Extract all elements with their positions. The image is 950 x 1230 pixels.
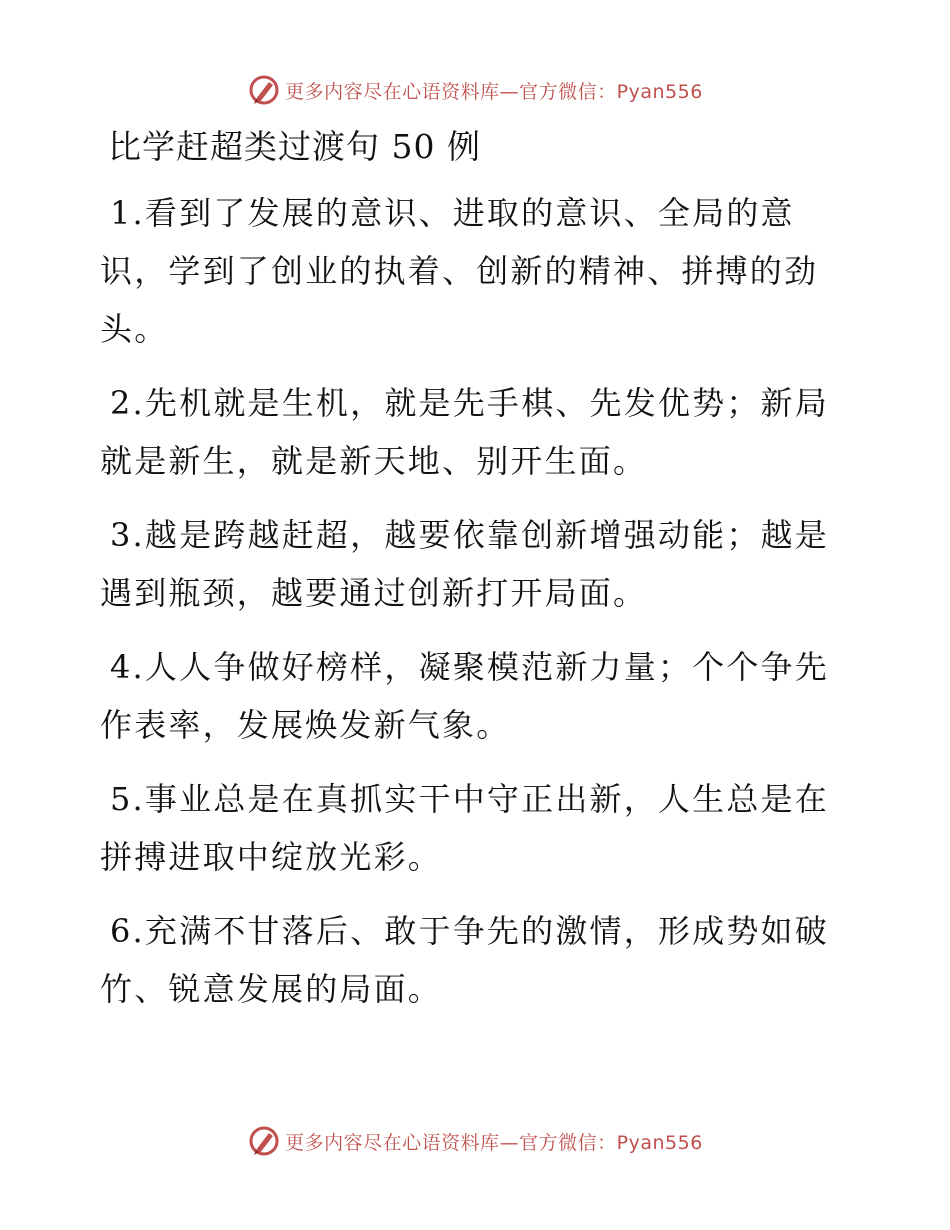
watermark-footer [0, 1121, 950, 1161]
document-title: 比学赶超类过渡句 50 例 [108, 127, 481, 166]
pen-logo-icon [247, 73, 281, 107]
list-item: 3.越是跨越赶超，越要依靠创新增强动能；越是遇到瓶颈，越要通过创新打开局面。 [100, 516, 829, 612]
watermark-header [0, 70, 950, 110]
document-body [100, 118, 830, 1034]
list-item: 1.看到了发展的意识、进取的意识、全局的意识，学到了创业的执着、创新的精神、拼搏的劲头。 [100, 194, 819, 348]
watermark-text: 更多内容尽在心语资料库—官方微信：Pyan556 [285, 1131, 703, 1154]
watermark-text: 更多内容尽在心语资料库—官方微信：Pyan556 [285, 80, 703, 103]
list-item: 4.人人争做好榜样，凝聚模范新力量；个个争先作表率，发展焕发新气象。 [100, 648, 829, 744]
list-item: 2.先机就是生机，就是先手棋、先发优势；新局就是新生，就是新天地、别开生面。 [100, 384, 829, 480]
pen-logo-icon [247, 1124, 281, 1158]
list-item: 5.事业总是在真抓实干中守正出新，人生总是在拼搏进取中绽放光彩。 [100, 780, 829, 876]
list-item: 6.充满不甘落后、敢于争先的激情，形成势如破竹、锐意发展的局面。 [100, 912, 829, 1008]
